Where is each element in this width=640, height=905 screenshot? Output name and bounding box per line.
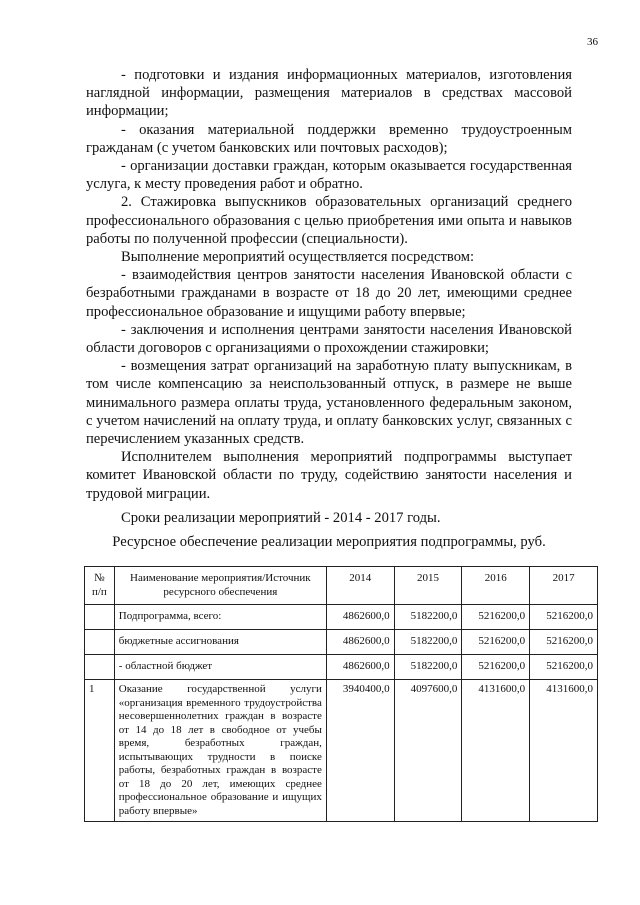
table-row [85, 605, 598, 630]
header-year: 2015 [394, 567, 462, 605]
row-value: 4131600,0 [530, 680, 598, 822]
header-year: 2017 [530, 567, 598, 605]
row-value: 5216200,0 [530, 655, 598, 680]
page-number: 36 [587, 36, 598, 48]
row-name: бюджетные ассигнования [114, 630, 326, 655]
row-value: 5216200,0 [530, 630, 598, 655]
paragraph: - оказания материальной поддержки временно трудоустроенным гражданам (с учетом банковских или почтовых расходов); [86, 121, 572, 156]
row-name: Оказание государственной услуги «организация временного трудоустройства несовершеннолетних граждан в возрасте от 14 до 18 лет в свободное от учебы время, безработных граждан, испытывающих трудности в поиске работы, безработных граждан в возрасте от 18 до 20 лет, имеющих среднее профессиональное образование и ищущих работу впервые» [114, 680, 326, 822]
row-value: 5182200,0 [394, 605, 462, 630]
paragraph: - заключения и исполнения центрами занятости населения Ивановской области договоров с организациями о прохождении стажировки; [86, 321, 572, 357]
header-year: 2016 [462, 567, 530, 605]
row-value: 3940400,0 [326, 680, 394, 822]
row-number: 1 [85, 680, 115, 822]
row-value: 5216200,0 [462, 655, 530, 680]
table-row [85, 630, 598, 655]
paragraph: Исполнителем выполнения мероприятий подпрограммы выступает комитет Ивановской области по труду, содействию занятости населения и трудовой миграции. [86, 449, 572, 502]
table-header-row [85, 567, 598, 605]
paragraph: Выполнение мероприятий осуществляется посредством: [121, 249, 475, 266]
paragraph: - возмещения затрат организаций на заработную плату выпускникам, в том числе компенсацию за неиспользованный отпуск, в размере не выше минимального размера оплаты труда, установленного федеральным законом, с учетом начислений на оплату труда, и оплату банковских услуг, связанных с перечислением указанных средств. [86, 358, 572, 448]
row-value: 5182200,0 [394, 655, 462, 680]
row-value: 5182200,0 [394, 630, 462, 655]
row-value: 4862600,0 [326, 655, 394, 680]
header-name: Наименование мероприятия/Источник ресурсного обеспечения [114, 567, 326, 605]
paragraph: - взаимодействия центров занятости населения Ивановской области с безработными гражданами в возрасте от 18 до 20 лет, имеющими среднее профессиональное образование и ищущими работу впервые; [86, 267, 572, 320]
row-value: 5216200,0 [462, 605, 530, 630]
row-name: - областной бюджет [114, 655, 326, 680]
row-number [85, 605, 115, 630]
row-number [85, 655, 115, 680]
row-value: 4862600,0 [326, 630, 394, 655]
row-value: 4097600,0 [394, 680, 462, 822]
row-name: Подпрограмма, всего: [114, 605, 326, 630]
row-value: 4131600,0 [462, 680, 530, 822]
paragraph: - организации доставки граждан, которым оказывается государственная услуга, к месту проведения работ и обратно. [86, 158, 572, 193]
paragraph: 2. Стажировка выпускников образовательных организаций среднего профессионального образования с целью приобретения ими опыта и навыков работы по полученной профессии (специальности). [86, 194, 572, 247]
row-value: 4862600,0 [326, 605, 394, 630]
row-value: 5216200,0 [462, 630, 530, 655]
header-year: 2014 [326, 567, 394, 605]
row-value: 5216200,0 [530, 605, 598, 630]
header-number: № п/п [85, 567, 115, 605]
document-body [86, 66, 572, 527]
resource-table [84, 566, 598, 822]
paragraph: - подготовки и издания информационных материалов, изготовления наглядной информации, размещения материалов в средствах массовой информации; [86, 67, 572, 120]
table-caption: Ресурсное обеспечение реализации мероприятия подпрограммы, руб. [112, 534, 546, 550]
table-row [85, 680, 598, 822]
table-row [85, 655, 598, 680]
row-number [85, 630, 115, 655]
paragraph: Сроки реализации мероприятий - 2014 - 2017 годы. [121, 509, 441, 526]
